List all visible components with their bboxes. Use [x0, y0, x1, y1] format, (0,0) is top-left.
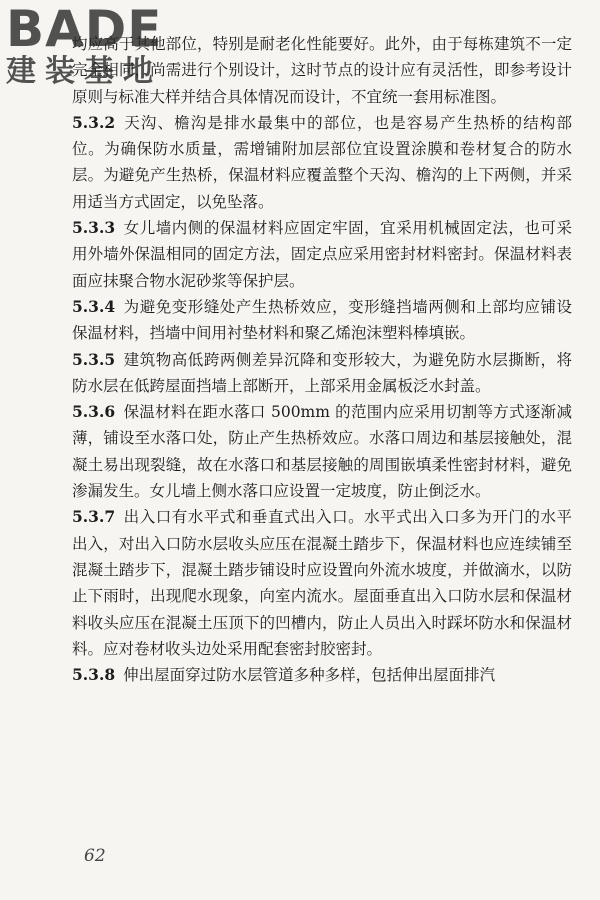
watermark-cjk: 建装基地 [6, 54, 162, 89]
section-number: 5.3.7 [72, 507, 116, 527]
section-text: 出入口有水平式和垂直式出入口。水平式出入口多为开门的水平出入，对出入口防水层收头应压在混凝土踏步下，保温材料也应连续铺至混凝土踏步下，混凝土踏步铺设时应设置向外流水坡度，并做滴水，以防止下雨时，出现爬水现象，向室内流水。屋面垂直出入口防水层和保温材料收头应压在混凝土压顶下的凹槽内，防止人员出入时踩坏防水和保温材料。应对卷材收头边处采用配套密封胶密封。 [72, 508, 572, 658]
section-number: 5.3.4 [72, 296, 116, 316]
section-number: 5.3.6 [72, 402, 116, 422]
section-5-3-2 [72, 110, 572, 215]
section-text: 伸出屋面穿过防水层管道多种多样，包括伸出屋面排汽 [123, 666, 496, 685]
watermark-latin: BADE [6, 0, 163, 58]
section-number: 5.3.2 [72, 112, 116, 132]
section-text: 建筑物高低跨两侧差异沉降和变形较大，为避免防水层撕断，将防水层在低跨屋面挡墙上部断开，上部采用金属板泛水封盖。 [72, 350, 572, 395]
page-number: 62 [84, 846, 106, 866]
section-text: 保温材料在距水落口 500mm 的范围内应采用切割等方式逐渐减薄，铺设至水落口处，防止产生热桥效应。水落口周边和基层接触处，混凝土易出现裂缝，故在水落口和基层接触的周围嵌填柔性密封材料，避免渗漏发生。女儿墙上侧水落口应设置一定坡度，防止倒泛水。 [72, 403, 572, 501]
section-text: 女儿墙内侧的保温材料应固定牢固，宜采用机械固定法，也可采用外墙外保温相同的固定方法，固定点应采用密封材料密封。保温材料表面应抹聚合物水泥砂浆等保护层。 [72, 219, 572, 290]
section-text: 为避免变形缝处产生热桥效应，变形缝挡墙两侧和上部均应铺设保温材料，挡墙中间用衬垫材料和聚乙烯泡沫塑料棒填嵌。 [72, 297, 572, 343]
intro-paragraph: 均应高于其他部位，特别是耐老化性能要好。此外，由于每栋建筑不一定完全相同，尚需进行个别设计，这时节点的设计应有灵活性，即参考设计原则与标准大样并结合具体情况而设计，不宜统一套用标准图。 [72, 35, 572, 106]
section-number: 5.3.3 [72, 218, 116, 238]
section-number: 5.3.8 [72, 665, 116, 685]
section-5-3-7 [72, 504, 572, 662]
section-5-3-6 [72, 399, 572, 504]
section-5-3-4 [72, 294, 572, 347]
body-text [72, 31, 572, 688]
section-number: 5.3.5 [72, 349, 116, 369]
section-5-3-8 [72, 662, 572, 688]
watermark-logo [6, 0, 163, 89]
section-5-3-3 [72, 215, 572, 294]
section-text: 天沟、檐沟是排水最集中的部位，也是容易产生热桥的结构部位。为确保防水质量，需增铺附加层部位宜设置涂膜和卷材复合的防水层。为避免产生热桥，保温材料应覆盖整个天沟、檐沟的上下两侧，并采用适当方式固定，以免坠落。 [72, 113, 572, 211]
section-5-3-5 [72, 347, 572, 400]
